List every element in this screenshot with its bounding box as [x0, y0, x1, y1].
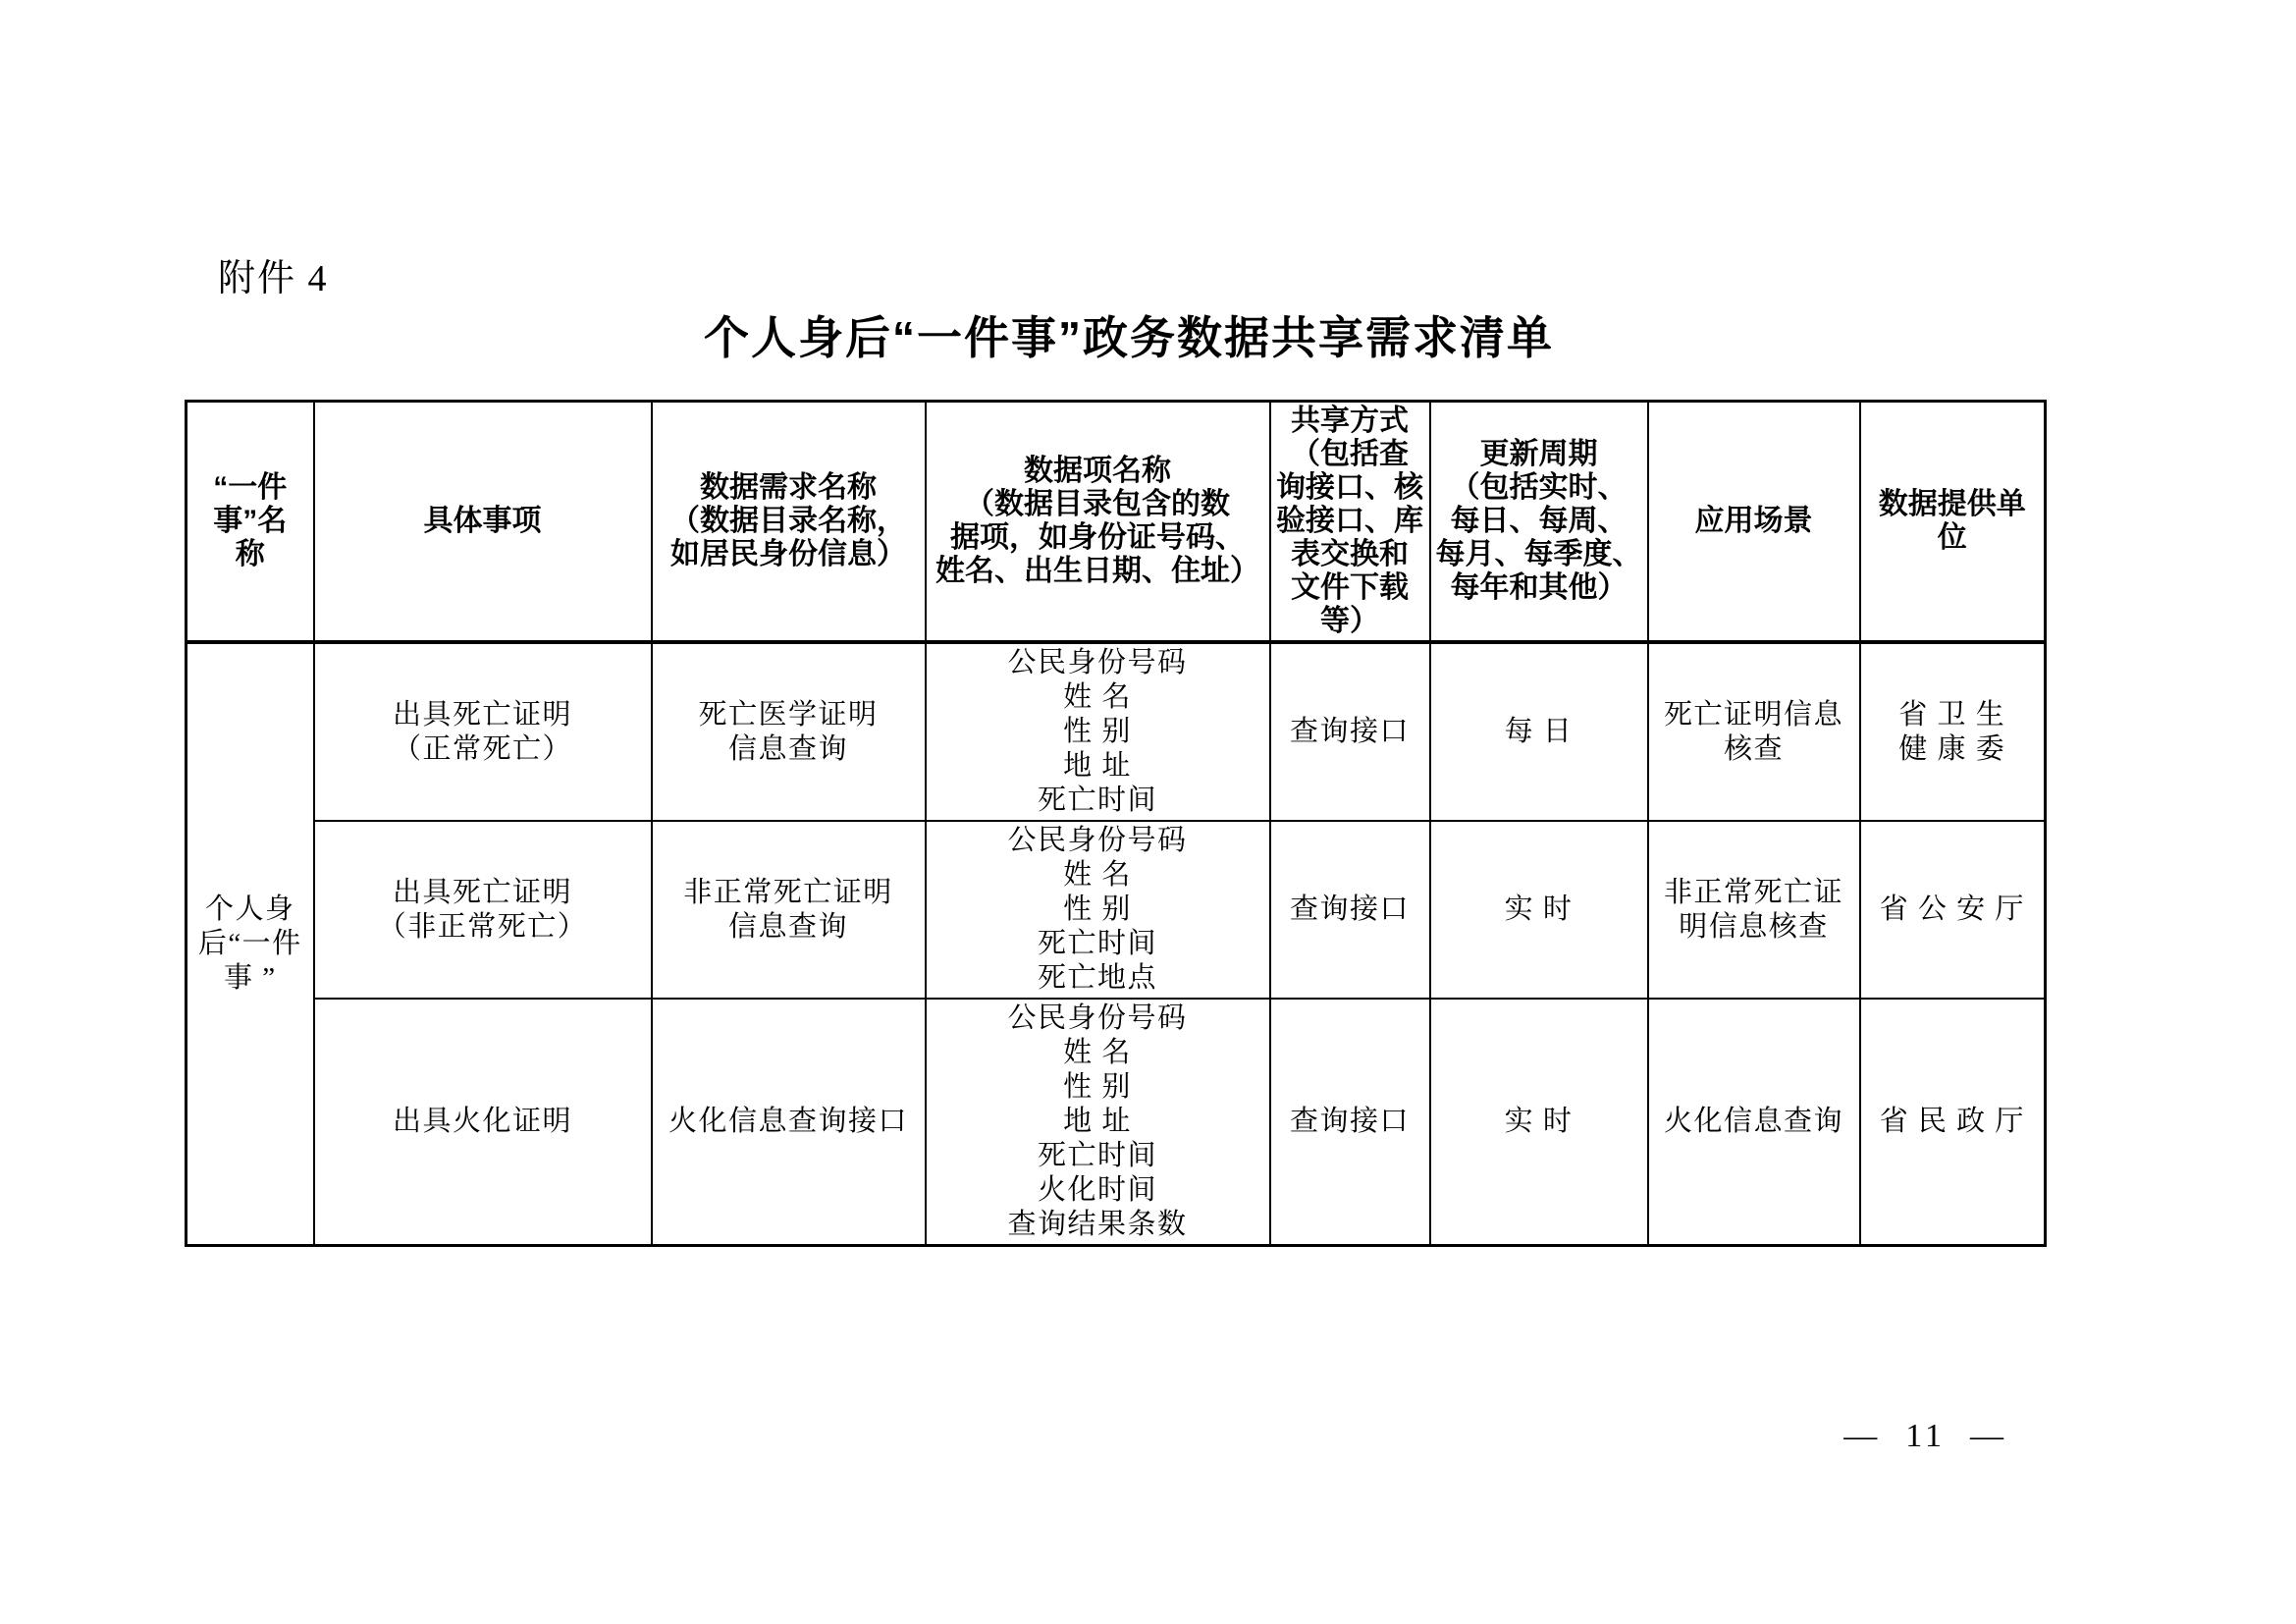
header-cell-item-name: “一件 事”名 称 — [187, 402, 314, 643]
cell-sharing-method: 查询接口 — [1270, 642, 1430, 821]
header-cell-specific-matter: 具体事项 — [314, 402, 652, 643]
cell-data-demand-name: 火化信息查询接口 — [652, 999, 926, 1246]
cell-specific-matter: 出具火化证明 — [314, 999, 652, 1246]
cell-data-provider: 省 民 政 厅 — [1860, 999, 2046, 1246]
data-sharing-requirements-table — [185, 400, 2047, 1247]
table-row — [187, 821, 2046, 999]
header-cell-data-provider: 数据提供单 位 — [1860, 402, 2046, 643]
cell-update-cycle: 每 日 — [1430, 642, 1648, 821]
cell-data-provider: 省 卫 生 健 康 委 — [1860, 642, 2046, 821]
cell-specific-matter: 出具死亡证明 （非正常死亡） — [314, 821, 652, 999]
header-cell-application-scene: 应用场景 — [1648, 402, 1860, 643]
header-cell-data-demand-name: 数据需求名称 （数据目录名称， 如居民身份信息） — [652, 402, 926, 643]
cell-update-cycle: 实 时 — [1430, 999, 1648, 1246]
cell-update-cycle: 实 时 — [1430, 821, 1648, 999]
header-cell-data-item-name: 数据项名称 （数据目录包含的数 据项，如身份证号码、 姓名、出生日期、住址） — [926, 402, 1270, 643]
header-cell-sharing-method: 共享方式 （包括查 询接口、核 验接口、库 表交换和 文件下载 等） — [1270, 402, 1430, 643]
cell-application-scene: 死亡证明信息 核查 — [1648, 642, 1860, 821]
cell-data-demand-name: 死亡医学证明 信息查询 — [652, 642, 926, 821]
cell-specific-matter: 出具死亡证明 （正常死亡） — [314, 642, 652, 821]
header-cell-update-cycle: 更新周期 （包括实时、 每日、每周、 每月、每季度、 每年和其他） — [1430, 402, 1648, 643]
cell-data-provider: 省 公 安 厅 — [1860, 821, 2046, 999]
cell-sharing-method: 查询接口 — [1270, 999, 1430, 1246]
attachment-label: 附件 4 — [218, 258, 329, 299]
table-row — [187, 642, 2046, 821]
table-header-row — [187, 402, 2046, 643]
cell-data-items: 公民身份号码 姓 名 性 别 死亡时间 死亡地点 — [926, 821, 1270, 999]
table-row — [187, 999, 2046, 1246]
group-cell-one-thing-name: 个人身 后“一件 事 ” — [187, 642, 314, 1246]
cell-sharing-method: 查询接口 — [1270, 821, 1430, 999]
cell-application-scene: 火化信息查询 — [1648, 999, 1860, 1246]
cell-application-scene: 非正常死亡证 明信息核查 — [1648, 821, 1860, 999]
page-title: 个人身后“一件事”政务数据共享需求清单 — [704, 312, 1554, 363]
cell-data-demand-name: 非正常死亡证明 信息查询 — [652, 821, 926, 999]
page-number: — 11 — — [1843, 1418, 2007, 1454]
cell-data-items: 公民身份号码 姓 名 性 别 地 址 死亡时间 — [926, 642, 1270, 821]
cell-data-items: 公民身份号码 姓 名 性 别 地 址 死亡时间 火化时间 查询结果条数 — [926, 999, 1270, 1246]
